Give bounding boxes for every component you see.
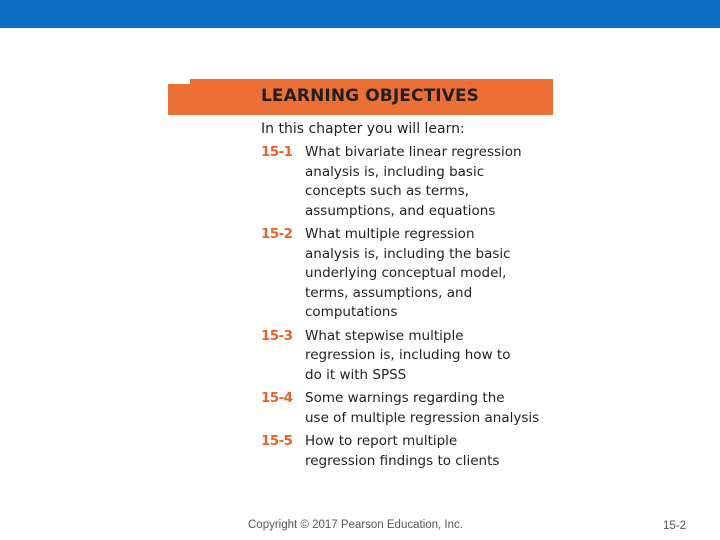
objective-number: 15-1	[261, 144, 293, 160]
objectives-list	[261, 143, 551, 475]
objective-number: 15-5	[261, 433, 293, 449]
objective-line: underlying conceptual model,	[305, 265, 507, 281]
objective-text	[305, 143, 551, 221]
objective-line: analysis is, including basic	[305, 163, 485, 180]
objective-item	[261, 432, 551, 471]
objective-number: 15-3	[261, 327, 293, 344]
objective-text	[305, 225, 551, 323]
page-title: LEARNING OBJECTIVES	[261, 86, 480, 106]
page-number: 15-2	[662, 520, 686, 532]
objective-line: How to report multiple	[305, 433, 458, 449]
objective-line: concepts such as terms,	[305, 183, 469, 199]
objective-number: 15-4	[261, 390, 293, 406]
copyright-notice: Copyright © 2017 Pearson Education, Inc.	[248, 519, 463, 531]
objective-line: What stepwise multiple	[305, 327, 464, 344]
objective-item	[261, 143, 551, 221]
objective-line: use of multiple regression analysis	[305, 409, 540, 426]
objective-item	[261, 225, 551, 323]
objective-text	[305, 432, 551, 471]
objective-line: terms, assumptions, and	[305, 284, 473, 301]
objective-item	[261, 327, 551, 386]
objective-line: Some warnings regarding the	[305, 390, 505, 406]
objective-line: assumptions, and equations	[305, 202, 496, 219]
objective-item	[261, 389, 551, 428]
objective-line: What bivariate linear regression	[305, 144, 522, 160]
header-notch	[168, 79, 190, 84]
objective-text	[305, 389, 551, 428]
intro-text: In this chapter you will learn:	[261, 121, 465, 137]
objective-text	[305, 327, 551, 386]
objective-line: regression findings to clients	[305, 452, 500, 469]
objective-number: 15-2	[261, 226, 293, 242]
objective-line: regression is, including how to	[305, 347, 511, 363]
objective-line: computations	[305, 304, 398, 320]
objective-line: What multiple regression	[305, 226, 475, 242]
top-accent-bar	[0, 0, 720, 28]
objective-line: analysis is, including the basic	[305, 245, 511, 262]
objective-line: do it with SPSS	[305, 366, 407, 383]
